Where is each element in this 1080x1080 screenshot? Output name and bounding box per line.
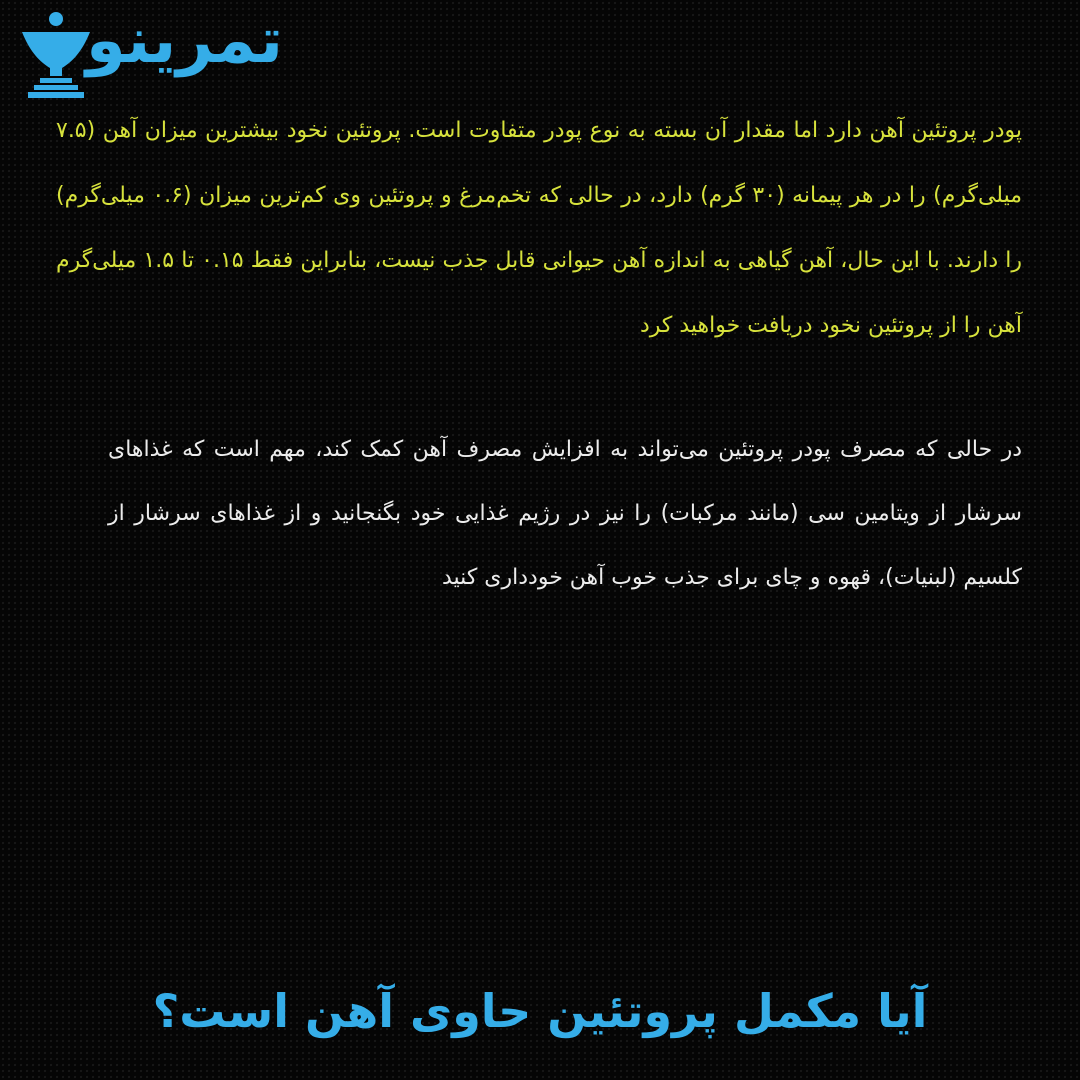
brand-name: تمرینو bbox=[86, 4, 284, 78]
brand-logo bbox=[16, 4, 456, 100]
body-paragraph-iron-content: پودر پروتئین آهن دارد اما مقدار آن بسته به نوع پودر متفاوت است. پروتئین نخود بیشترین میزان آهن (۷.۵ میلی‌گرم) را در هر پیمانه (۳۰ گرم) دارد، در حالی که تخم‌مرغ و پروتئین وی کم‌ترین میزان (۰.۶ میلی‌گرم) را دارند. با این حال، آهن گیاهی به اندازه آهن حیوانی قابل جذب نیست، بنابراین فقط ۰.۱۵ تا ۱.۵ میلی‌گرم آهن را از پروتئین نخود دریافت خواهید کرد bbox=[56, 118, 1022, 338]
headline-question: آیا مکمل پروتئین حاوی آهن است؟ bbox=[152, 984, 928, 1038]
body-paragraph-absorption-tips: در حالی که مصرف پودر پروتئین می‌تواند به افزایش مصرف آهن کمک کند، مهم است که غذاهای سرشار از ویتامین سی (مانند مرکبات) را نیز در رژیم غذایی خود بگنجانید و از غذاهای سرشار از کلسیم (لبنیات)، قهوه و چای برای جذب خوب آهن خودداری کنید bbox=[108, 437, 1022, 590]
trophy-icon bbox=[16, 10, 96, 100]
